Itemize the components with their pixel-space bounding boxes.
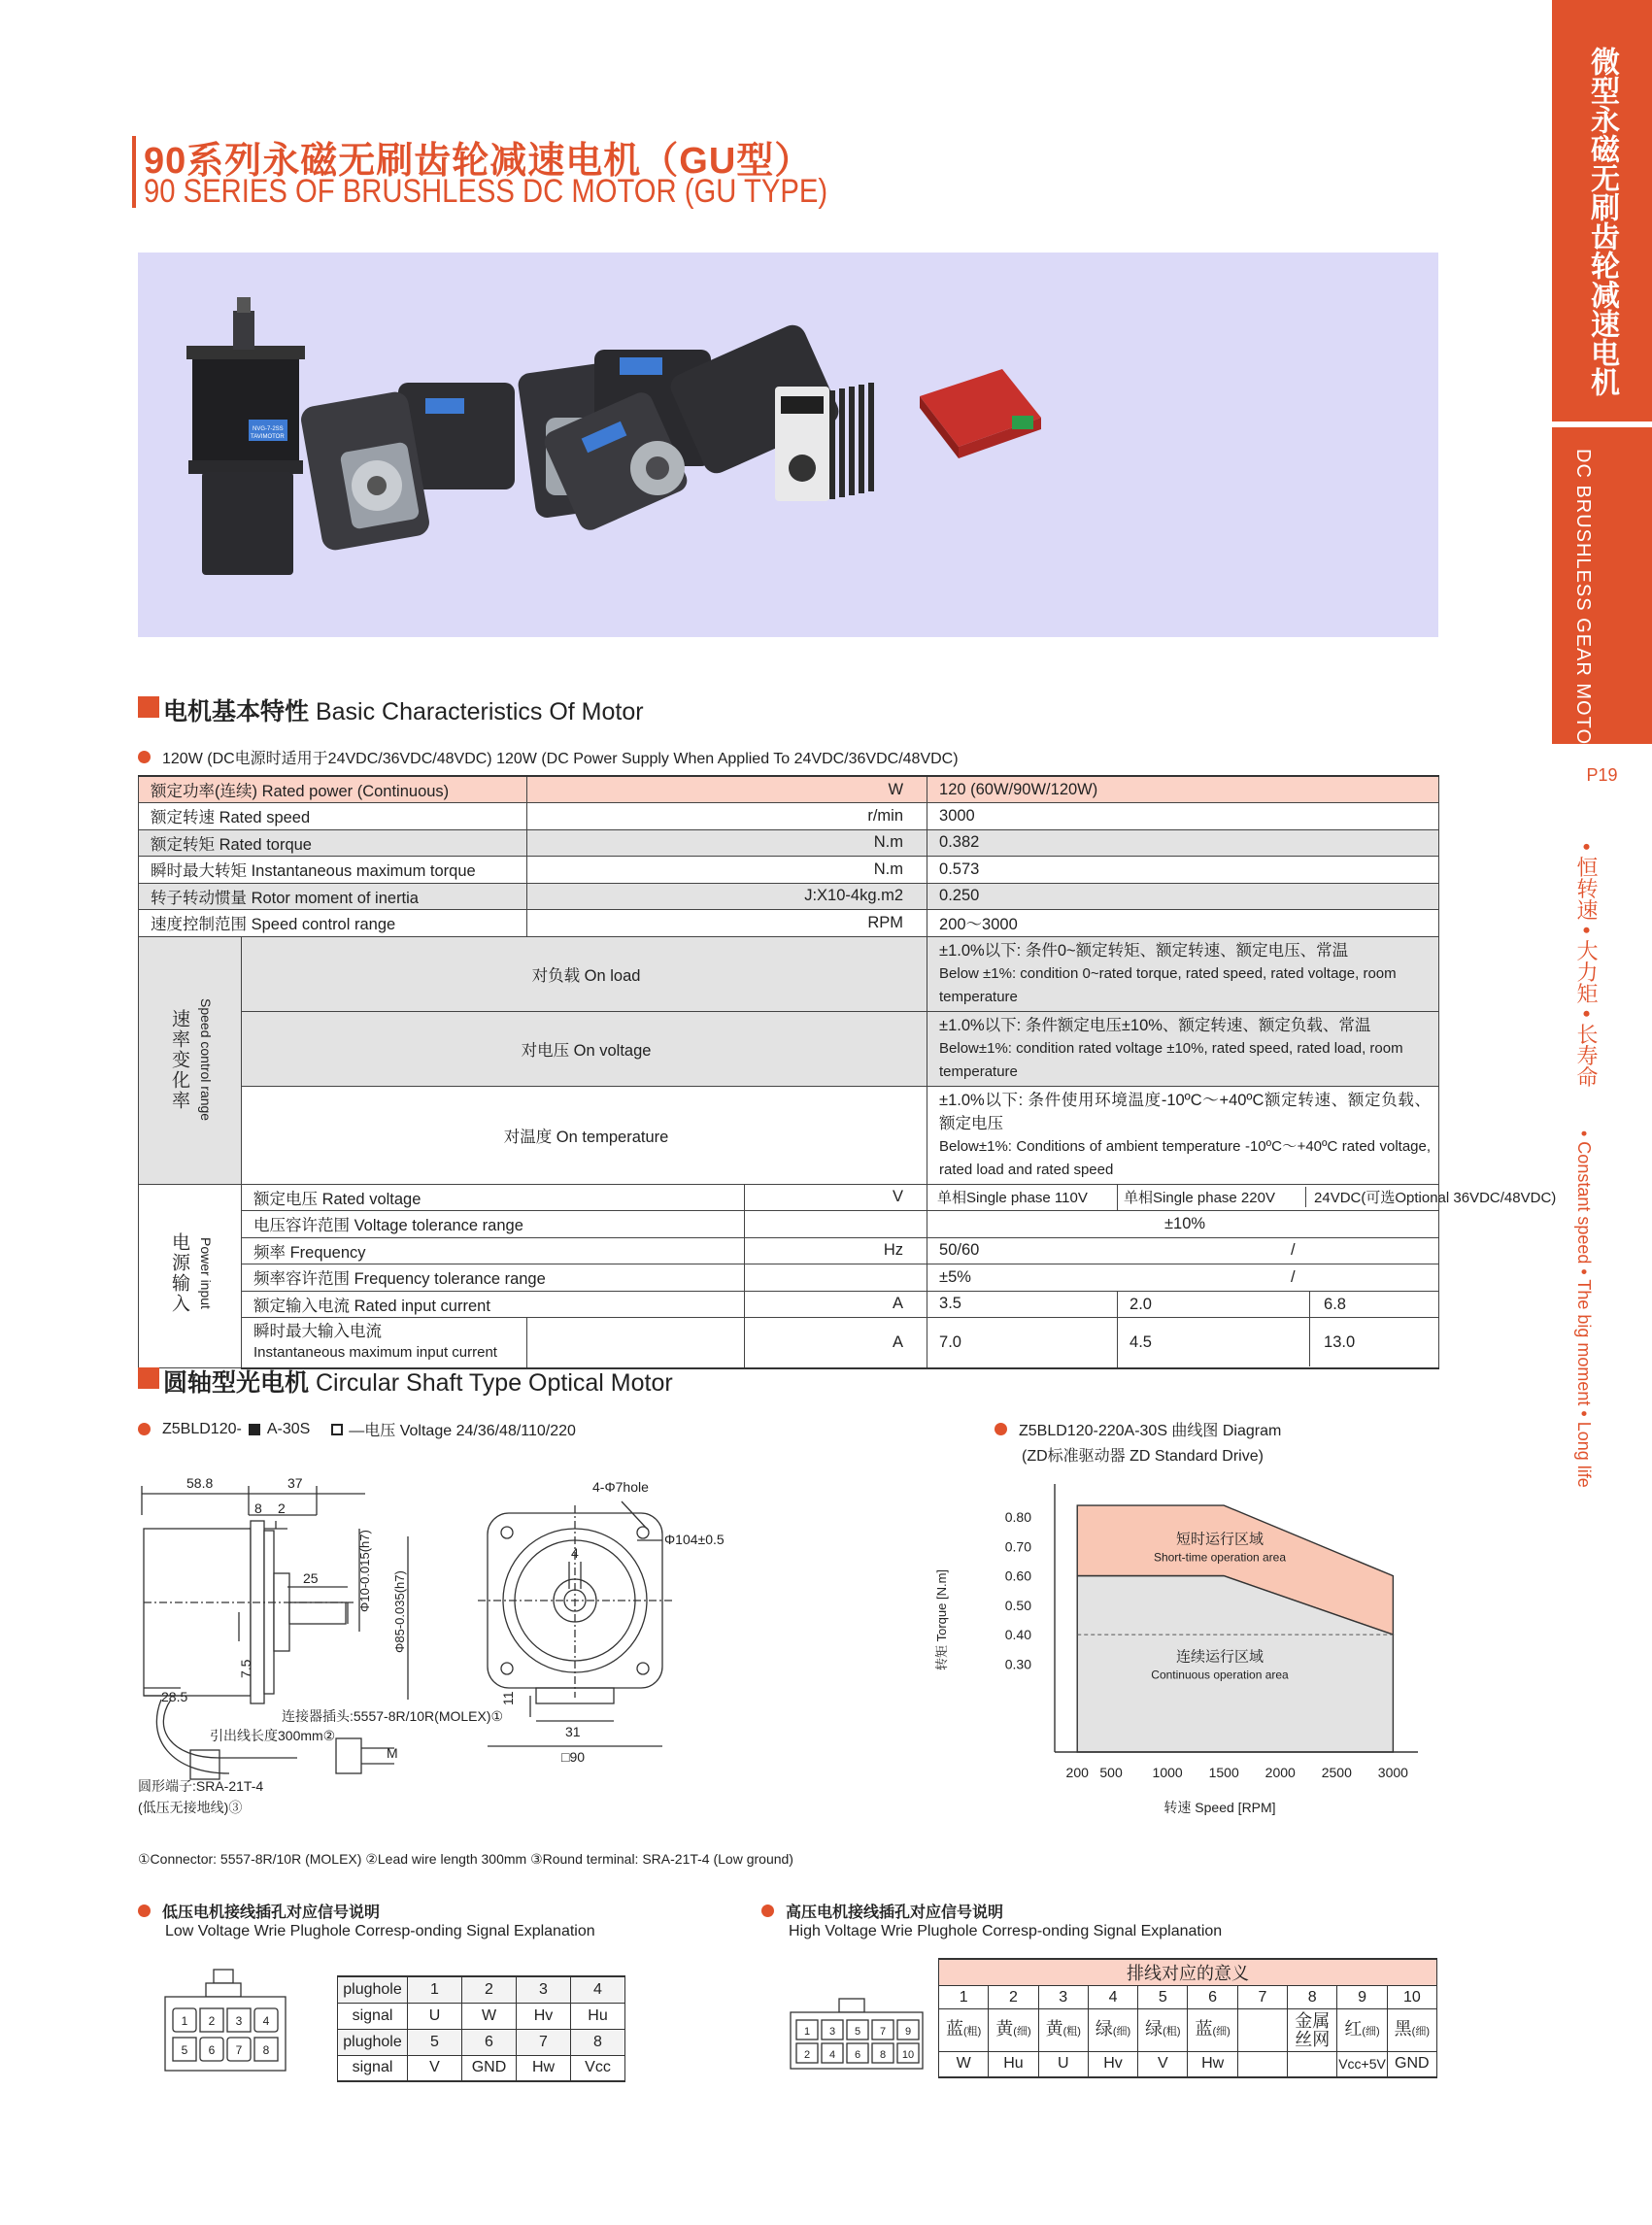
label-cn: 瞬时最大输入电流 (253, 1323, 382, 1341)
cell: 8 (1288, 1986, 1337, 2009)
y-tick-label: 0.50 (1004, 1597, 1031, 1613)
cell: Hv (517, 2003, 571, 2029)
row-value-group (927, 1264, 1439, 1292)
table-row (139, 857, 1439, 884)
cell: Hw (1188, 2052, 1237, 2077)
ground-note: (低压无接地线)③ (138, 1800, 243, 1815)
row-value: ±5% (939, 1267, 971, 1286)
cell: Vcc (571, 2055, 625, 2081)
cell: Hu (989, 2052, 1038, 2077)
row-label: 对温度 On temperature (242, 1086, 927, 1184)
section-title-cn: 电机基本特性 (163, 698, 310, 725)
wire-color: 蓝 (1195, 2018, 1213, 2039)
row-unit: W (527, 776, 927, 803)
row-unit: Hz (745, 1237, 927, 1264)
row-value: 6.8 (1324, 1295, 1346, 1313)
table-row (139, 1011, 1439, 1086)
low-voltage-title-en: Low Voltage Wrie Plughole Corresp-onding Signal Explanation (165, 1923, 595, 1939)
bullet-dot (138, 1423, 151, 1435)
cell: 1 (408, 1976, 462, 2003)
table-row (939, 2009, 1437, 2052)
continuous-label-en: Continuous operation area (1151, 1668, 1289, 1682)
row-value: 24VDC(可选Optional 36VDC/48VDC) (1314, 1190, 1557, 1207)
pin-8: 8 (262, 2043, 270, 2057)
cell (1038, 2009, 1088, 2052)
row-unit: A (745, 1291, 927, 1318)
wire-size: (粗) (1062, 2025, 1081, 2038)
row-unit: RPM (527, 910, 927, 937)
bullet-dot (138, 1905, 151, 1917)
section-title-shaft (163, 1364, 673, 1399)
row-label: 对负载 On load (242, 936, 927, 1011)
row-value-group (927, 1237, 1439, 1264)
table-row (939, 2052, 1437, 2077)
table-row (139, 936, 1439, 1011)
x-tick-label: 200 (1065, 1765, 1089, 1780)
gearbox-label: NVG-7-2SS (253, 426, 284, 432)
row-value: / (1291, 1241, 1296, 1260)
cell (989, 2009, 1038, 2052)
row-value: 0.573 (927, 857, 1439, 884)
table-row (139, 829, 1439, 857)
cell: 1 (939, 1986, 989, 2009)
cell: 9 (1337, 1986, 1387, 2009)
section-title-en: Basic Characteristics Of Motor (315, 698, 644, 725)
row-value (927, 936, 1439, 1011)
cell: Vcc+5V (1337, 2052, 1387, 2077)
motor-front-view-drawing (472, 1472, 725, 1773)
cell: 4 (1088, 1986, 1137, 2009)
dim-7-5: 7.5 (238, 1659, 253, 1678)
low-voltage-connector-icon (159, 1966, 305, 2082)
row-label: 额定输入电流 Rated input current (242, 1291, 745, 1318)
x-tick-label: 500 (1099, 1765, 1123, 1780)
wire-size: (细) (1013, 2025, 1031, 2038)
model-prefix: Z5BLD120- (162, 1420, 242, 1437)
speed-group-cn: 速率变化率 (169, 1009, 189, 1111)
row-value: 单相Single phase 110V (927, 1184, 1118, 1211)
cell (1337, 2009, 1387, 2052)
table-row (939, 1986, 1437, 2009)
row-value-group (1118, 1318, 1439, 1368)
cell (1237, 2052, 1287, 2077)
cell (1088, 2009, 1137, 2052)
row-value: 单相Single phase 220V (1124, 1187, 1306, 1207)
bullet-dot (761, 1905, 774, 1917)
cell (939, 2009, 989, 2052)
row-value: 0.382 (927, 829, 1439, 857)
pin-4: 4 (262, 2014, 270, 2028)
low-voltage-title-cn: 低压电机接线插孔对应信号说明 (162, 1905, 381, 1921)
cell: 3 (1038, 1986, 1088, 2009)
row-value: 2.0 (1129, 1292, 1310, 1317)
row-value: 50/60 (939, 1241, 980, 1260)
torque-speed-chart (928, 1465, 1433, 1822)
brand-label: TAVIMOTOR (251, 434, 285, 440)
power-supply-note-text: 120W (DC电源时适用于24VDC/36VDC/48VDC) 120W (DC Power Supply When Applied To 24VDC/36VDC/48VDC) (162, 751, 959, 767)
pin-5: 5 (181, 2043, 188, 2057)
drawing-footnote: ①Connector: 5557-8R/10R (MOLEX) ②Lead wire length 300mm ③Round terminal: SRA-21T-4 (Low ground) (138, 1851, 793, 1867)
chart-title-text: Z5BLD120-220A-30S 曲线图 Diagram (1019, 1423, 1282, 1439)
wire-size: (粗) (1163, 2025, 1181, 2038)
dim-37: 37 (287, 1475, 303, 1491)
speed-group-header (139, 936, 242, 1184)
cell: 4 (571, 1976, 625, 2003)
row-unit: A (745, 1318, 927, 1368)
cell: 7 (517, 2029, 571, 2055)
y-tick-label: 0.60 (1004, 1568, 1031, 1584)
cell: U (1038, 2052, 1088, 2077)
cell: GND (1387, 2052, 1436, 2077)
dim-pilot: Φ85-0.035(h7) (392, 1570, 407, 1653)
value-line-cn: ±1.0%以下: 条件0~额定转矩、额定转速、额定电压、常温 (939, 941, 1349, 960)
cell: W (939, 2052, 989, 2077)
x-tick-label: 2500 (1321, 1765, 1352, 1780)
side-title-cn: 微型永磁无刷齿轮减速电机 (1586, 47, 1618, 396)
low-voltage-signal-table (337, 1975, 625, 2082)
speed-group-en: Speed control range (198, 998, 214, 1122)
row-label: 速度控制范围 Speed control range (139, 910, 527, 937)
high-voltage-connector-icon (787, 1997, 928, 2073)
cell: 6 (1188, 1986, 1237, 2009)
pin-4: 4 (828, 2049, 836, 2061)
power-supply-note (138, 746, 959, 768)
product-photos (138, 253, 1438, 637)
y-axis-label: 转矩 Torque [N.m] (934, 1568, 949, 1671)
holes-label: 4-Φ7hole (592, 1479, 649, 1495)
y-tick-label: 0.70 (1004, 1538, 1031, 1555)
cell (1138, 2009, 1188, 2052)
wire-color: 绿 (1145, 2018, 1163, 2039)
pin-2: 2 (208, 2014, 216, 2028)
pin-6: 6 (854, 2049, 861, 2061)
bullet-dot (138, 751, 151, 763)
pin-9: 9 (904, 2026, 912, 2038)
page-title-cn: 90系列永磁无刷齿轮减速电机（GU型） (144, 141, 813, 182)
high-voltage-signal-table (938, 1958, 1437, 2078)
cell: 2 (989, 1986, 1038, 2009)
pcd-label: Φ104±0.5 (664, 1532, 725, 1547)
x-tick-label: 1500 (1208, 1765, 1239, 1780)
dim-2: 2 (278, 1500, 286, 1516)
title-accent-bar (132, 136, 136, 208)
cell: Hw (517, 2055, 571, 2081)
wire-size: (细) (1411, 2025, 1430, 2038)
wire-size: (细) (1362, 2025, 1380, 2038)
speed-controller-image (775, 383, 874, 501)
row-label: 转子转动惯量 Rotor moment of inertia (139, 883, 527, 910)
table-row (139, 1291, 1439, 1318)
table-row (139, 1086, 1439, 1184)
cell: Hu (571, 2003, 625, 2029)
row-label: 瞬时最大转矩 Instantaneous maximum torque (139, 857, 527, 884)
section-marker (138, 696, 159, 718)
placeholder-box-icon (249, 1424, 260, 1435)
cell: GND (462, 2055, 517, 2081)
short-time-label-cn: 短时运行区域 (1175, 1531, 1264, 1548)
x-tick-label: 2000 (1264, 1765, 1296, 1780)
cell (1387, 2009, 1436, 2052)
table-header-row (939, 1959, 1437, 1986)
wire-color: 黄 (1045, 2018, 1063, 2039)
terminal-note: 圆形端子:SRA-21T-4 (138, 1778, 264, 1794)
pin-6: 6 (208, 2043, 216, 2057)
continuous-label-cn: 连续运行区域 (1175, 1648, 1264, 1666)
row-value: 0.250 (927, 883, 1439, 910)
section-title-en: Circular Shaft Type Optical Motor (315, 1369, 673, 1397)
row-unit: N.m (527, 857, 927, 884)
dim-25: 25 (303, 1570, 319, 1586)
dim-58-8: 58.8 (186, 1475, 214, 1491)
row-value: 120 (60W/90W/120W) (927, 776, 1439, 803)
row-label: 额定转矩 Rated torque (139, 829, 527, 857)
row-label: 额定功率(连续) Rated power (Continuous) (139, 776, 527, 803)
wire-size: (细) (1112, 2025, 1131, 2038)
table-row (338, 2029, 625, 2055)
high-voltage-heading (761, 1900, 1003, 1922)
pin-2: 2 (803, 2049, 811, 2061)
key-label: 4 (571, 1545, 579, 1561)
high-voltage-title-cn: 高压电机接线插孔对应信号说明 (786, 1905, 1004, 1921)
row-value-group (1118, 1184, 1557, 1211)
model-suffix: A-30S (266, 1420, 311, 1437)
row-value: / (1291, 1267, 1296, 1286)
page-number: P19 (1586, 765, 1618, 785)
row-label: 频率 Frequency (242, 1237, 745, 1264)
row-label: 额定电压 Rated voltage (242, 1184, 745, 1211)
row-header: signal (338, 2055, 408, 2081)
row-value: 7.0 (927, 1318, 1118, 1368)
pin-7: 7 (235, 2043, 243, 2057)
page-title-en: 90 SERIES OF BRUSHLESS DC MOTOR (GU TYPE) (144, 173, 828, 210)
cell (1288, 2052, 1337, 2077)
x-axis-label: 转速 Speed [RPM] (1163, 1800, 1276, 1815)
row-label: 对电压 On voltage (242, 1011, 927, 1086)
low-voltage-heading (138, 1900, 380, 1922)
row-value: 200～3000 (927, 910, 1439, 937)
cell: 5 (408, 2029, 462, 2055)
voltage-note: —电压 Voltage 24/36/48/110/220 (349, 1423, 576, 1439)
row-value: 3000 (927, 803, 1439, 830)
wire-color: 黑 (1394, 2018, 1412, 2039)
placeholder-box-icon (331, 1424, 343, 1435)
table-row (139, 883, 1439, 910)
wire-size: (细) (1212, 2025, 1231, 2038)
table-row (139, 910, 1439, 937)
row-label: 频率容许范围 Frequency tolerance range (242, 1264, 745, 1292)
cell: Hv (1088, 2052, 1137, 2077)
side-title-en: DC BRUSHLESS GEAR MOTOR (1572, 449, 1594, 760)
dim-31: 31 (565, 1724, 581, 1739)
motor-side-view-drawing (132, 1466, 504, 1822)
row-header: signal (338, 2003, 408, 2029)
label-en: Instantaneous maximum input current (253, 1344, 497, 1362)
motor-driver-image (920, 369, 1041, 458)
characteristics-table (138, 775, 1557, 1369)
wire-color: 红 (1344, 2018, 1363, 2039)
chart-title (995, 1418, 1281, 1440)
section-title-cn: 圆轴型光电机 (163, 1369, 310, 1397)
pin-3: 3 (828, 2026, 836, 2038)
wire-color: 蓝 (945, 2018, 963, 2039)
pin-10: 10 (901, 2049, 915, 2061)
wire-color: 金属丝网 (1295, 2010, 1331, 2049)
cell (1288, 2009, 1337, 2052)
dim-8: 8 (254, 1500, 262, 1516)
side-features-en: • Constant speed • The big moment • Long life (1574, 1130, 1594, 1488)
cell: 6 (462, 2029, 517, 2055)
table-row (139, 1237, 1439, 1264)
table-row (139, 1184, 1439, 1211)
short-time-label-en: Short-time operation area (1153, 1550, 1287, 1565)
dim-28-5: 28.5 (161, 1689, 188, 1704)
table-row (338, 2055, 625, 2081)
table-row (338, 1976, 625, 2003)
power-group-header (139, 1184, 242, 1368)
side-tab-mid (1552, 427, 1652, 760)
chart-subtitle: (ZD标准驱动器 ZD Standard Drive) (1022, 1448, 1264, 1465)
row-header: plughole (338, 1976, 408, 2003)
value-line-cn: ±1.0%以下: 条件额定电压±10%、额定转速、额定负载、常温 (939, 1016, 1371, 1034)
pin-3: 3 (235, 2014, 243, 2028)
product-photo-panel (138, 253, 1438, 637)
y-tick-label: 0.80 (1004, 1509, 1031, 1526)
side-features-cn: • 恒转速 • 大力矩 • 长寿命 (1574, 843, 1599, 1088)
pin-8: 8 (879, 2049, 887, 2061)
table-row (139, 1211, 1439, 1238)
wire-size: (粗) (962, 2025, 982, 2038)
connector-note: 连接器插头:5557-8R/10R(MOLEX)① (282, 1708, 504, 1724)
pin-1: 1 (803, 2026, 811, 2038)
dim-square: □90 (561, 1749, 586, 1765)
cell (1188, 2009, 1237, 2052)
motor-upright-image (186, 297, 305, 575)
value-line-cn: ±1.0%以下: 条件使用环境温度-10ºC～+40ºC额定转速、额定负载、额定电压 (939, 1091, 1432, 1132)
cell: 10 (1387, 1986, 1436, 2009)
cell: V (408, 2055, 462, 2081)
wire-color: 黄 (995, 2018, 1014, 2039)
power-group-en: Power input (198, 1237, 214, 1310)
table-header: 排线对应的意义 (939, 1959, 1437, 1986)
section-marker (138, 1367, 159, 1389)
table-row (139, 1264, 1439, 1292)
pin-5: 5 (854, 2026, 861, 2038)
row-value: 3.5 (927, 1291, 1118, 1318)
row-unit: J:X10-4kg.m2 (527, 883, 927, 910)
cell: 2 (462, 1976, 517, 2003)
motor-side-view-image (299, 383, 515, 553)
row-value-group (1118, 1291, 1439, 1318)
value-line-en: Below±1%: Conditions of ambient temperature -10ºC～+40ºC rated voltage, rated load and rated speed (939, 1137, 1432, 1178)
high-voltage-title-en: High Voltage Wrie Plughole Corresp-onding Signal Explanation (789, 1923, 1223, 1939)
row-value: 13.0 (1324, 1333, 1356, 1352)
row-value: 4.5 (1129, 1318, 1310, 1366)
dim-11: 11 (500, 1691, 516, 1705)
row-unit: r/min (527, 803, 927, 830)
row-label: 额定转速 Rated speed (139, 803, 527, 830)
y-tick-label: 0.40 (1004, 1627, 1031, 1643)
model-note (138, 1418, 576, 1440)
cell: 5 (1138, 1986, 1188, 2009)
row-unit: V (745, 1184, 927, 1211)
pin-7: 7 (879, 2026, 887, 2038)
cell: V (1138, 2052, 1188, 2077)
row-label (242, 1318, 527, 1368)
cell: 8 (571, 2029, 625, 2055)
x-tick-label: 3000 (1377, 1765, 1408, 1780)
wire-color: 绿 (1095, 2018, 1113, 2039)
table-row (139, 803, 1439, 830)
row-value: ±10% (927, 1211, 1439, 1238)
row-label: 电压容许范围 Voltage tolerance range (242, 1211, 745, 1238)
y-tick-label: 0.30 (1004, 1656, 1031, 1672)
value-line-en: Below ±1%: condition 0~rated torque, rated speed, rated voltage, room temperature (939, 964, 1397, 1005)
table-row (139, 776, 1439, 803)
cell (1237, 2009, 1287, 2052)
cell: 3 (517, 1976, 571, 2003)
cell: W (462, 2003, 517, 2029)
table-row (139, 1318, 1439, 1368)
row-value (927, 1011, 1439, 1086)
table-row (338, 2003, 625, 2029)
bullet-dot (995, 1423, 1007, 1435)
row-value (927, 1086, 1439, 1184)
dim-shaft: Φ10-0.015(h7) (357, 1530, 372, 1612)
pin-1: 1 (181, 2014, 188, 2028)
x-tick-label: 1000 (1152, 1765, 1183, 1780)
m-label: M (387, 1745, 398, 1761)
section-title-characteristics (163, 692, 644, 727)
lead-note: 引出线长度300mm② (210, 1728, 336, 1743)
row-header: plughole (338, 2029, 408, 2055)
cell: 7 (1237, 1986, 1287, 2009)
value-line-en: Below±1%: condition rated voltage ±10%, rated speed, rated load, room temperature (939, 1039, 1403, 1080)
row-unit: N.m (527, 829, 927, 857)
cell: U (408, 2003, 462, 2029)
power-group-cn: 电源输入 (169, 1232, 189, 1315)
